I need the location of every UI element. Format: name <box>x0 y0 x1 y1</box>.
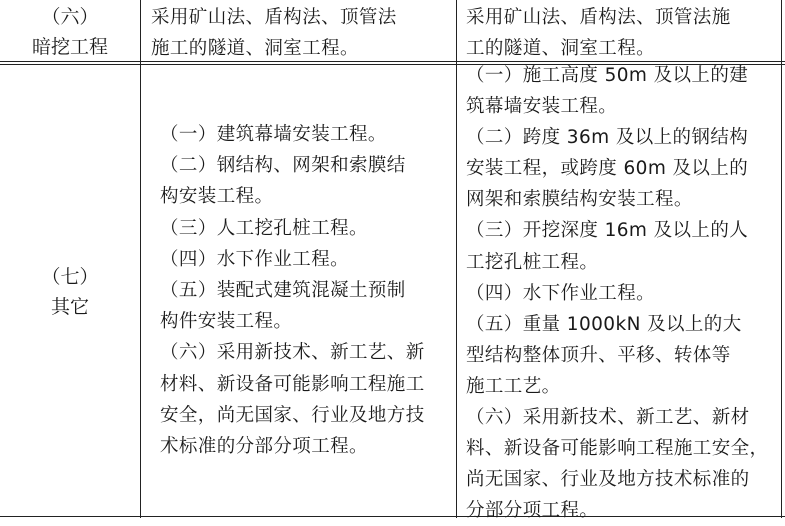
scope-line: 料、新设备可能影响工程施工安全， <box>466 438 769 460</box>
scope-line: （二）钢结构、网架和索膜结 <box>160 155 406 177</box>
category-number: （六） <box>41 6 99 28</box>
table-right-border <box>781 0 782 518</box>
scope-line: 施工的隧道、洞室工程。 <box>151 38 359 60</box>
scope-line: 工的隧道、洞室工程。 <box>466 38 656 60</box>
scope-line: （四）水下作业工程。 <box>160 248 350 270</box>
scope-cell <box>151 2 451 64</box>
scope-line: 采用矿山法、盾构法、顶管法 <box>151 7 397 28</box>
scope-line: （六）采用新技术、新工艺、新 <box>160 342 425 364</box>
scope-line: 构件安装工程。 <box>160 311 293 333</box>
column-divider <box>140 0 141 518</box>
category-cell-others <box>0 262 140 322</box>
scope-cell <box>160 119 455 462</box>
scope-line: （一）建筑幕墙安装工程。 <box>160 124 387 145</box>
category-cell-dark-excavation <box>0 2 140 62</box>
scope-line: （二）跨度 36m 及以上的钢结构 <box>466 127 749 149</box>
scope-line: （三）人工挖孔桩工程。 <box>160 217 368 239</box>
scope-line: 尚无国家、行业及地方技术标准的 <box>466 469 750 491</box>
scope-line: 安全，尚无国家、行业及地方技 <box>160 404 425 426</box>
scope-line: 网架和索膜结构安装工程。 <box>466 189 693 211</box>
scope-line: （四）水下作业工程。 <box>466 282 656 304</box>
large-scale-scope-cell <box>466 60 781 526</box>
scope-line: （六）采用新技术、新工艺、新材 <box>466 407 750 429</box>
scope-line: 筑幕墙安装工程。 <box>466 96 618 118</box>
column-divider <box>456 0 457 518</box>
category-number: （七） <box>41 266 99 288</box>
scope-line: 构安装工程。 <box>160 186 274 208</box>
scope-line: 采用矿山法、盾构法、顶管法施 <box>466 7 731 28</box>
scope-line: 型结构整体顶升、平移、转体等 <box>466 344 731 366</box>
scope-line: 施工工艺。 <box>466 375 561 397</box>
scope-line: 安装工程，或跨度 60m 及以上的 <box>466 158 749 180</box>
category-title: 其它 <box>50 296 89 318</box>
scope-line: 术标准的分部分项工程。 <box>160 436 368 458</box>
large-scale-scope-cell <box>466 2 781 64</box>
scope-line: （五）重量 1000kN 及以上的大 <box>466 313 742 335</box>
scope-line: 分部分项工程。 <box>466 500 599 522</box>
scope-line: 工挖孔桩工程。 <box>466 251 599 273</box>
scope-line: （一）施工高度 50m 及以上的建 <box>466 65 749 86</box>
scope-line: 材料、新设备可能影响工程施工 <box>160 373 425 395</box>
scope-line: （三）开挖深度 16m 及以上的人 <box>466 220 749 242</box>
scope-line: （五）装配式建筑混凝土预制 <box>160 280 406 302</box>
category-title: 暗挖工程 <box>31 36 108 58</box>
